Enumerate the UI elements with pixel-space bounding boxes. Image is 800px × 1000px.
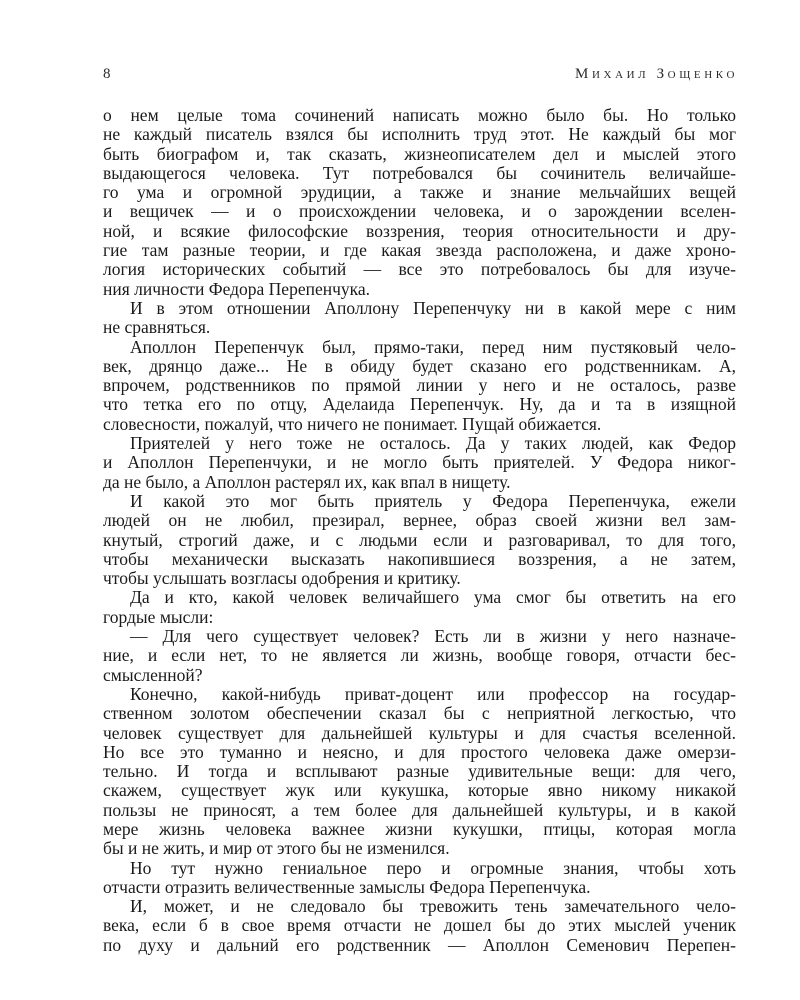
text-line: выдающегося человека. Тут потребовался бы сочинитель величайше- [103, 162, 736, 183]
text-line: не сравняться. [103, 317, 211, 338]
text-line: века, если б в свое время отчасти не дошел бы до этих мыслей ученик [103, 915, 736, 936]
text-line: гие там разные теории, и где какая звезда расположена, и даже хроно- [103, 240, 736, 261]
text-line: и вещичек — и о происхождении человека, и о зарождении вселен- [103, 201, 736, 222]
text-line: пользы не приносят, а тем более для дальнейшей культуры, и в какой [103, 799, 736, 820]
text-line: И, может, и не следовало бы тревожить тень замечательного чело- [130, 896, 736, 917]
text-line: смысленной? [103, 664, 203, 685]
text-line: не каждый писатель взялся бы исполнить труд этот. Не каждый бы мог [103, 124, 736, 145]
paragraph [103, 338, 736, 434]
text-line: и Аполлон Перепенчуки, и не могло быть приятелей. У Федора никог- [103, 452, 736, 473]
text-line: тельно. И тогда и всплывают разные удивительные вещи: для чего, [103, 761, 736, 782]
text-line: словесности, пожалуй, что ничего не понимает. Пущай обижается. [103, 413, 602, 434]
body-text [103, 106, 736, 955]
text-line: Но тут нужно гениальное перо и огромные знания, чтобы хоть [130, 857, 736, 878]
text-line: — Для чего существует человек? Есть ли в жизни у него назначе- [130, 626, 736, 647]
paragraph [103, 685, 736, 859]
text-line: век, дрянцо даже... Не в обиду будет сказано его родственникам. А, [103, 355, 736, 376]
paragraph [103, 434, 736, 492]
text-line: И в этом отношении Аполлону Перепенчуку ни в какой мере с ним [130, 297, 736, 318]
text-line: Аполлон Перепенчук был, прямо-таки, перед ним пустяковый чело- [130, 336, 736, 357]
running-head [103, 66, 738, 88]
text-line: бы и не жить, и мир от этого бы не изменился. [103, 838, 450, 859]
text-line: людей он не любил, презирал, вернее, образ своей жизни вел зам- [103, 510, 736, 531]
text-line: мере жизнь человека важнее жизни кукушки, птицы, которая могла [103, 818, 736, 839]
paragraph [103, 588, 736, 627]
text-line: Да и кто, какой человек величайшего ума смог бы ответить на его [130, 587, 736, 608]
paragraph [103, 299, 736, 338]
running-title: Михаил Зощенко [575, 66, 738, 82]
text-line: ственном золотом обеспечении сказал бы с неприятной легкостью, что [103, 703, 736, 724]
text-line: ние, и если нет, то не является ли жизнь, вообще говоря, отчасти бес- [103, 645, 736, 666]
text-line: быть биографом и, так сказать, жизнеописателем дел и мыслей этого [103, 143, 736, 164]
text-line: отчасти отразить величественные замыслы Федора Перепенчука. [103, 876, 591, 897]
paragraph [103, 627, 736, 685]
text-line: кнутый, строгий даже, и с людьми если и разговаривал, то для того, [103, 529, 736, 550]
paragraph [103, 492, 736, 588]
text-line: Конечно, какой-нибудь приват-доцент или профессор на государ- [130, 683, 736, 704]
text-line: впрочем, родственников по прямой линии у него и не осталось, разве [103, 375, 736, 396]
paragraph [103, 106, 736, 299]
text-line: гордые мысли: [103, 606, 214, 627]
text-line: да не было, а Аполлон растерял их, как впал в нищету. [103, 471, 511, 492]
text-line: ния личности Федора Перепенчука. [103, 278, 371, 299]
text-line: о нем целые тома сочинений написать можно было бы. Но только [103, 105, 736, 125]
text-line: Но все это туманно и неясно, и для простого человека даже омерзи- [103, 741, 736, 762]
paragraph [103, 859, 736, 898]
text-line: го ума и огромной эрудиции, а также и знание мельчайших вещей [103, 182, 736, 203]
text-line: ной, и всякие философские воззрения, теория относительности и дру- [103, 220, 736, 241]
text-line: что тетка его по отцу, Аделаида Перепенчук. Ну, да и та в изящной [103, 394, 736, 415]
text-line: скажем, существует жук или кукушка, которые явно никому никакой [103, 780, 736, 801]
text-line: логия исторических событий — все это потребовалось бы для изуче- [103, 259, 736, 280]
paragraph [103, 897, 736, 955]
page-number: 8 [103, 66, 111, 82]
text-line: человек существует для дальнейшей культуры и для счастья вселенной. [103, 722, 736, 743]
text-line: чтобы механически высказать накопившиеся воззрения, а не затем, [103, 548, 736, 569]
text-line: чтобы услышать возгласы одобрения и критику. [103, 568, 461, 589]
text-line: по духу и дальний его родственник — Аполлон Семенович Перепен- [103, 934, 736, 955]
text-line: Приятелей у него тоже не осталось. Да у таких людей, как Федор [130, 433, 736, 454]
text-line: И какой это мог быть приятель у Федора Перепенчука, ежели [130, 490, 736, 511]
